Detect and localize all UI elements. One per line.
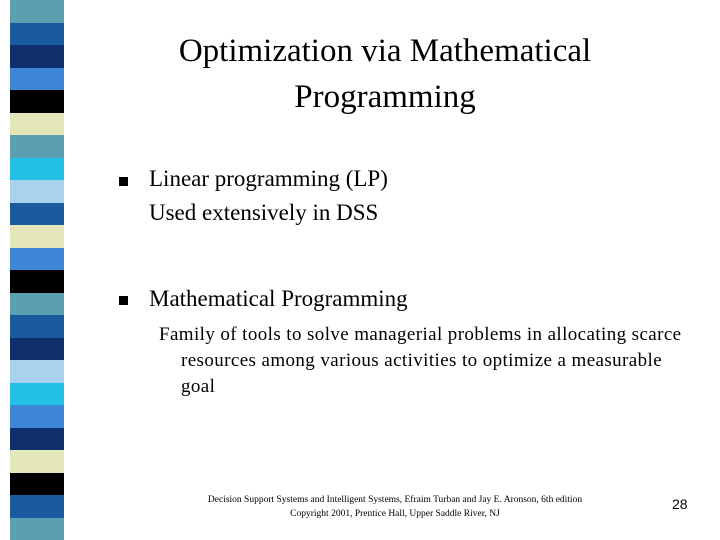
slide-title-line-2: Programming [294, 79, 476, 115]
bullet-2-text: Mathematical Programming [149, 286, 408, 311]
stripe-segment [10, 428, 64, 451]
stripe-segment [10, 383, 64, 406]
stripe-segment [10, 23, 64, 46]
stripe-segment [10, 518, 64, 540]
footer-citation: Decision Support Systems and Intelligent Systems, Efraim Turban and Jay E. Aronson, 6th edition [207, 495, 583, 505]
slide-title [100, 28, 670, 120]
stripe-segment [10, 270, 64, 293]
stripe-segment [10, 293, 64, 316]
page-number: 28 [672, 496, 688, 512]
stripe-segment [10, 315, 64, 338]
stripe-segment [10, 225, 64, 248]
stripe-segment [10, 90, 64, 113]
stripe-segment [10, 450, 64, 473]
stripe-segment [10, 0, 64, 23]
stripe-segment [10, 338, 64, 361]
stripe-segment [10, 405, 64, 428]
bullet-1-line-1: Linear programming (LP) [149, 166, 388, 191]
bullet-marker-2 [119, 296, 128, 305]
stripe-segment [10, 495, 64, 518]
bullet-1-line-2: Used extensively in DSS [149, 200, 379, 225]
stripe-segment [10, 113, 64, 136]
decorative-color-stripe [10, 0, 64, 540]
stripe-segment [10, 248, 64, 271]
stripe-segment [10, 360, 64, 383]
stripe-segment [10, 203, 64, 226]
slide-title-line-1: Optimization via Mathematical [178, 33, 592, 69]
bullet-marker-1 [119, 177, 128, 186]
stripe-segment [10, 180, 64, 203]
slide-footer [170, 493, 620, 521]
stripe-segment [10, 45, 64, 68]
stripe-segment [10, 473, 64, 496]
footer-copyright: Copyright 2001, Prentice Hall, Upper Saddle River, NJ [290, 509, 500, 519]
stripe-segment [10, 158, 64, 181]
bullet-2-subtext: Family of tools to solve managerial problems in allocating scarce resources among various activities to optimize a measurable goal [159, 324, 682, 397]
stripe-segment [10, 68, 64, 91]
bullet-1-text [149, 162, 388, 230]
stripe-segment [10, 135, 64, 158]
